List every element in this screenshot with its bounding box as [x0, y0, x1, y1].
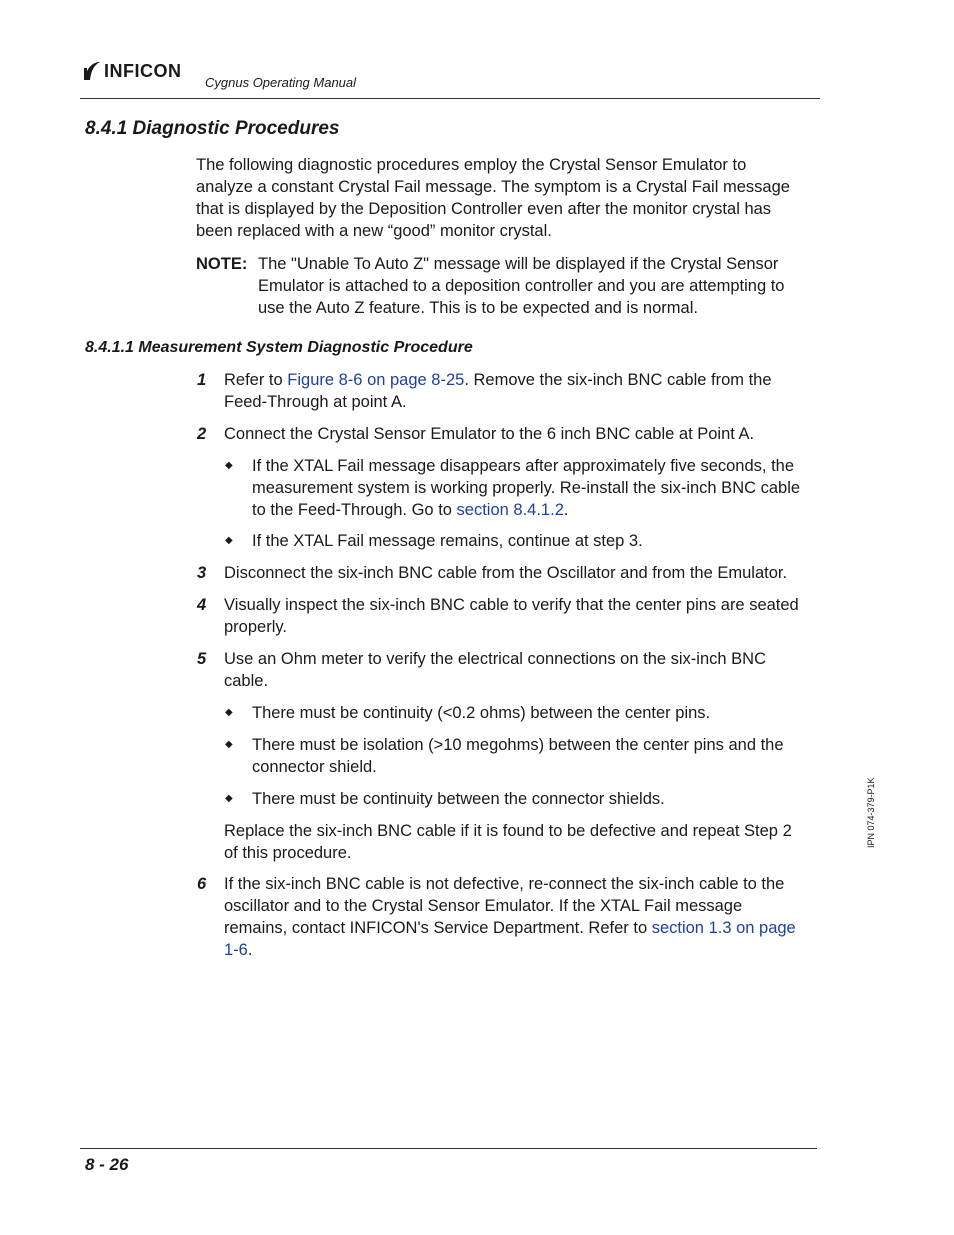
step-6-line	[224, 917, 796, 939]
bullet-line: There must be continuity between the connector shields.	[252, 790, 665, 808]
bullet-line: There must be isolation (>10 megohms) between the center pins and the	[252, 736, 784, 754]
section-title: 8.4.1 Diagnostic Procedures	[85, 118, 340, 139]
step-5-line: Use an Ohm meter to verify the electrical connections on the six-inch BNC	[224, 650, 766, 668]
footer-rule	[80, 1148, 817, 1149]
step-5-note: of this procedure.	[224, 844, 352, 862]
bullet-line: connector shield.	[252, 758, 377, 776]
step-text: .	[247, 941, 253, 959]
step-6-line: oscillator and to the Crystal Sensor Emulator. If the XTAL Fail message	[224, 897, 743, 915]
section-8-4-1-2-link[interactable]: section 8.4.1.2	[456, 501, 564, 519]
step-4-line: Visually inspect the six-inch BNC cable to verify that the center pins are seated	[224, 596, 799, 614]
subsection-title: 8.4.1.1 Measurement System Diagnostic Procedure	[85, 339, 473, 356]
step-text: Refer to	[224, 371, 288, 389]
section-1-3-link-page[interactable]: 1-6	[224, 941, 248, 959]
intro-line: that is displayed by the Deposition Controller even after the monitor crystal has	[196, 200, 772, 218]
step-6-line	[224, 939, 252, 961]
step-6-line: If the six-inch BNC cable is not defective, re-connect the six-inch cable to the	[224, 875, 785, 893]
step-5-line: cable.	[224, 672, 269, 690]
step-3-line: Disconnect the six-inch BNC cable from the Oscillator and from the Emulator.	[224, 564, 788, 582]
bullet-line: There must be continuity (<0.2 ohms) between the center pins.	[252, 704, 711, 722]
brand-name: INFICON	[104, 61, 182, 81]
step-2-line: Connect the Crystal Sensor Emulator to the 6 inch BNC cable at Point A.	[224, 425, 755, 443]
step-number: 4	[197, 596, 207, 614]
note-line: Emulator is attached to a deposition controller and you are attempting to	[258, 277, 785, 295]
step-number: 1	[197, 371, 207, 389]
page-number: 8 - 26	[85, 1155, 129, 1174]
step-1-line: Feed-Through at point A.	[224, 393, 407, 411]
step-4-line: properly.	[224, 618, 287, 636]
inficon-logo	[82, 58, 194, 84]
document-ipn-label: IPN 074-379-P1K	[866, 777, 876, 848]
figure-8-6-link[interactable]: Figure 8-6 on page 8-25	[287, 371, 465, 389]
note-line: The "Unable To Auto Z" message will be displayed if the Crystal Sensor	[258, 255, 779, 273]
step-5-note: Replace the six-inch BNC cable if it is found to be defective and repeat Step 2	[224, 822, 792, 840]
note-line: use the Auto Z feature. This is to be expected and is normal.	[258, 299, 698, 317]
diamond-bullet-icon: ◆	[225, 535, 233, 546]
header-rule	[80, 98, 820, 99]
diamond-bullet-icon: ◆	[225, 793, 233, 804]
step-number: 6	[197, 875, 207, 893]
bullet-line: If the XTAL Fail message disappears after approximately five seconds, the	[252, 457, 795, 475]
step-number: 3	[197, 564, 207, 582]
inficon-logo-icon	[82, 60, 102, 82]
bullet-text: .	[563, 501, 569, 519]
intro-line: been replaced with a new “good” monitor crystal.	[196, 222, 552, 240]
step-number: 2	[197, 425, 207, 443]
diamond-bullet-icon: ◆	[225, 707, 233, 718]
diamond-bullet-icon: ◆	[225, 739, 233, 750]
step-number: 5	[197, 650, 207, 668]
section-1-3-link[interactable]: section 1.3 on page	[651, 919, 796, 937]
step-1-line	[224, 369, 772, 391]
bullet-line: measurement system is working properly. Re-install the six-inch BNC cable	[252, 479, 801, 497]
bullet-line: If the XTAL Fail message remains, continue at step 3.	[252, 532, 643, 550]
step-text: remains, contact INFICON's Service Department. Refer to	[224, 919, 652, 937]
intro-line: analyze a constant Crystal Fail message. The symptom is a Crystal Fail message	[196, 178, 790, 196]
bullet-line	[252, 499, 568, 521]
diamond-bullet-icon: ◆	[225, 460, 233, 471]
note-label: NOTE:	[196, 255, 248, 273]
manual-title: Cygnus Operating Manual	[205, 75, 357, 90]
intro-line: The following diagnostic procedures employ the Crystal Sensor Emulator to	[196, 156, 747, 174]
bullet-text: to the Feed-Through. Go to	[252, 501, 457, 519]
step-text: . Remove the six-inch BNC cable from the	[464, 371, 772, 389]
